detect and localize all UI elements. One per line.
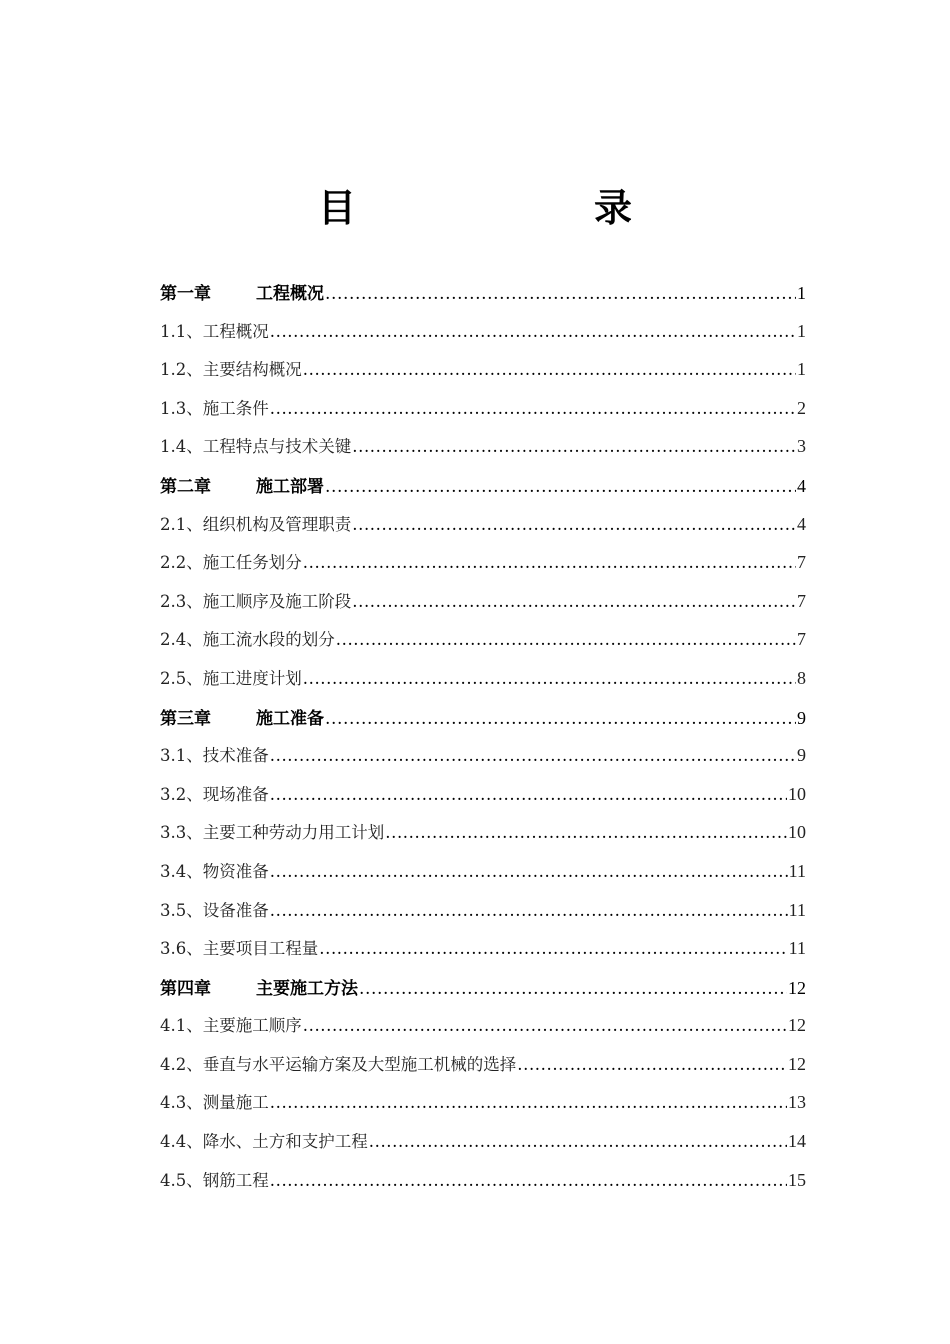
toc-entry-label: 施工顺序及施工阶段 (202, 591, 352, 611)
toc-entry-label: 施工任务划分 (202, 553, 302, 573)
toc-entry-label: 施工准备 (256, 708, 324, 729)
toc-page-number: 9 (797, 707, 806, 728)
toc-entry-label: 组织机构及管理职责 (202, 514, 352, 534)
toc-entry-number: 4.4、 (160, 1132, 203, 1152)
toc-dot-leader (325, 477, 796, 497)
toc-section-entry[interactable] (160, 395, 806, 434)
toc-entry-label: 主要项目工程量 (202, 939, 319, 959)
toc-entry-number: 3.1、 (160, 746, 203, 766)
toc-dot-leader (270, 901, 788, 920)
page-title: 目 录 (317, 186, 732, 230)
toc-page-number: 4 (797, 475, 806, 496)
toc-entry-label: 工程概况 (256, 284, 324, 304)
toc-entry-number: 第一章 (160, 284, 211, 304)
toc-dot-leader (270, 322, 796, 341)
toc-page-number: 12 (788, 977, 806, 998)
toc-section-entry[interactable] (160, 356, 806, 395)
toc-dot-leader (270, 746, 796, 765)
toc-entry-label: 物资准备 (202, 861, 269, 881)
toc-entry-label: 现场准备 (202, 784, 269, 804)
toc-entry-label: 施工部署 (256, 476, 324, 497)
toc-page-number: 7 (797, 590, 806, 611)
toc-page-number: 11 (788, 938, 806, 959)
toc-entry-number: 3.5、 (160, 900, 203, 920)
toc-dot-leader (359, 979, 787, 999)
toc-entry-label: 主要工种劳动力用工计划 (202, 823, 385, 843)
toc-entry-number: 2.5、 (160, 668, 203, 688)
toc-chapter-entry[interactable] (160, 472, 806, 511)
toc-entry-label: 工程概况 (202, 321, 269, 341)
toc-entry-number: 2.4、 (160, 630, 203, 650)
toc-page-number: 11 (788, 899, 806, 920)
toc-entry-number: 2.1、 (160, 514, 203, 534)
toc-entry-number: 3.2、 (160, 784, 203, 804)
toc-entry-label: 主要施工顺序 (202, 1016, 302, 1036)
toc-section-entry[interactable] (160, 318, 806, 357)
toc-dot-leader (270, 862, 788, 881)
toc-page-number: 9 (797, 745, 806, 766)
toc-section-entry[interactable] (160, 588, 806, 627)
toc-section-entry[interactable] (160, 626, 806, 665)
toc-section-entry[interactable] (160, 665, 806, 704)
toc-entry-number: 第三章 (160, 708, 211, 729)
toc-entry-number: 3.6、 (160, 939, 203, 959)
toc-entry-number: 1.4、 (160, 437, 203, 457)
toc-entry-label: 技术准备 (202, 746, 269, 766)
toc-page-number: 7 (797, 629, 806, 650)
toc-entry-label: 施工条件 (202, 398, 269, 418)
toc-page-number: 8 (797, 667, 806, 688)
toc-dot-leader (270, 785, 787, 804)
toc-page-number: 7 (797, 552, 806, 573)
toc-entry-label: 施工进度计划 (202, 668, 302, 688)
toc-page-number: 11 (788, 860, 806, 881)
toc-dot-leader (270, 1171, 787, 1190)
toc-entry-number: 1.1、 (160, 321, 203, 341)
toc-entry-label: 垂直与水平运输方案及大型施工机械的选择 (202, 1054, 517, 1074)
toc-page-number: 2 (797, 397, 806, 418)
toc-entry-label: 测量施工 (202, 1093, 269, 1113)
toc-entry-number: 第二章 (160, 476, 211, 497)
toc-dot-leader (352, 437, 796, 456)
toc-section-entry[interactable] (160, 433, 806, 472)
toc-dot-leader (369, 1132, 787, 1151)
toc-entry-number: 3.3、 (160, 823, 203, 843)
toc-page-number: 4 (797, 513, 806, 534)
toc-page-number: 1 (797, 320, 806, 341)
toc-entry-label: 主要施工方法 (256, 978, 358, 999)
table-of-contents (160, 279, 806, 1205)
toc-entry-label: 工程特点与技术关键 (202, 437, 352, 457)
toc-section-entry[interactable] (160, 897, 806, 936)
toc-entry-number: 2.2、 (160, 553, 203, 573)
toc-chapter-entry[interactable] (160, 974, 806, 1013)
toc-entry-label: 主要结构概况 (202, 360, 302, 380)
toc-entry-number: 第四章 (160, 978, 211, 999)
toc-page-number: 1 (797, 359, 806, 380)
toc-chapter-entry[interactable] (160, 704, 806, 743)
toc-dot-leader (352, 592, 796, 611)
toc-entry-number: 1.2、 (160, 360, 203, 380)
toc-page-number: 14 (788, 1131, 806, 1152)
toc-section-entry[interactable] (160, 1089, 806, 1128)
toc-dot-leader (325, 709, 796, 729)
toc-page-number: 15 (788, 1169, 806, 1190)
toc-page-number: 13 (788, 1092, 806, 1113)
toc-page-number: 10 (788, 822, 806, 843)
toc-section-entry[interactable] (160, 1012, 806, 1051)
toc-section-entry[interactable] (160, 511, 806, 550)
toc-section-entry[interactable] (160, 819, 806, 858)
toc-page-number: 10 (788, 783, 806, 804)
toc-section-entry[interactable] (160, 781, 806, 820)
toc-dot-leader (385, 823, 787, 842)
toc-entry-number: 2.3、 (160, 591, 203, 611)
toc-entry-number: 1.3、 (160, 398, 203, 418)
toc-dot-leader (319, 939, 787, 958)
toc-dot-leader (270, 1093, 787, 1112)
toc-section-entry[interactable] (160, 1167, 806, 1206)
toc-section-entry[interactable] (160, 1128, 806, 1167)
toc-entry-label: 钢筋工程 (202, 1170, 269, 1190)
toc-entry-label: 施工流水段的划分 (202, 630, 335, 650)
toc-entry-number: 3.4、 (160, 861, 203, 881)
toc-entry-label: 设备准备 (202, 900, 269, 920)
toc-dot-leader (352, 515, 796, 534)
toc-section-entry[interactable] (160, 935, 806, 974)
toc-entry-number: 4.5、 (160, 1170, 203, 1190)
toc-dot-leader (303, 360, 796, 379)
toc-dot-leader (336, 630, 796, 649)
toc-section-entry[interactable] (160, 858, 806, 897)
toc-dot-leader (517, 1055, 787, 1074)
toc-dot-leader (303, 1016, 787, 1035)
toc-entry-label: 降水、土方和支护工程 (202, 1132, 368, 1152)
toc-page-number: 1 (797, 283, 806, 303)
toc-dot-leader (303, 669, 796, 688)
toc-section-entry[interactable] (160, 742, 806, 781)
toc-page-number: 12 (788, 1053, 806, 1074)
toc-dot-leader (303, 553, 796, 572)
toc-page-number: 12 (788, 1015, 806, 1036)
toc-section-entry[interactable] (160, 1051, 806, 1090)
toc-dot-leader (325, 284, 796, 304)
toc-chapter-entry[interactable] (160, 279, 806, 318)
toc-entry-number: 4.2、 (160, 1054, 203, 1074)
toc-entry-number: 4.1、 (160, 1016, 203, 1036)
toc-section-entry[interactable] (160, 549, 806, 588)
toc-page-number: 3 (797, 436, 806, 457)
toc-entry-number: 4.3、 (160, 1093, 203, 1113)
toc-dot-leader (270, 399, 796, 418)
